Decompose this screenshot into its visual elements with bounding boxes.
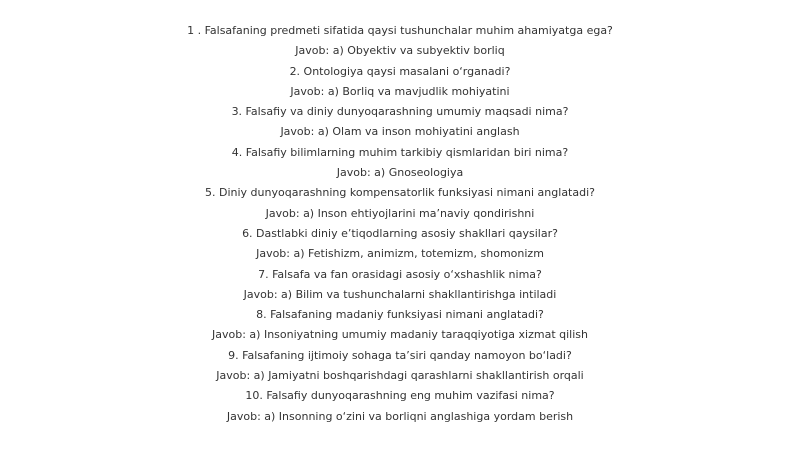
answer-text: Javob: a) Jamiyatni boshqarishdagi qarashlarni shakllantirish orqali: [216, 369, 584, 383]
answer-text: Javob: a) Obyektiv va subyektiv borliq: [295, 44, 505, 58]
question-text: 10. Falsafiy dunyoqarashning eng muhim vazifasi nima?: [245, 389, 555, 403]
answer-text: Javob: a) Insonning o‘zini va borliqni anglashiga yordam berish: [226, 409, 574, 423]
question-text: 5. Diniy dunyoqarashning kompensatorlik funksiyasi nimani anglatadi?: [205, 186, 595, 200]
answer-text: Javob: a) Insoniyatning umumiy madaniy taraqqiyotiga xizmat qilish: [212, 328, 588, 342]
answer-text: Javob: a) Borliq va mavjudlik mohiyatini: [290, 84, 510, 98]
answer-text: Javob: a) Olam va inson mohiyatini anglash: [280, 125, 520, 139]
question-text: 4. Falsafiy bilimlarning muhim tarkibiy qismlaridan biri nima?: [231, 145, 569, 159]
question-text: 1 . Falsafaning predmeti sifatida qaysi tushunchalar muhim ahamiyatga ega?: [187, 24, 613, 37]
question-text: 6. Dastlabki diniy e’tiqodlarning asosiy shakllari qaysilar?: [242, 226, 558, 240]
answer-text: Javob: a) Gnoseologiya: [336, 166, 464, 180]
question-answer-list: [0, 21, 800, 427]
question-text: 8. Falsafaning madaniy funksiyasi nimani anglatadi?: [256, 308, 544, 322]
question-text: 9. Falsafaning ijtimoiy sohaga ta’siri qanday namoyon bo‘ladi?: [228, 348, 572, 362]
question-text: 2. Ontologiya qaysi masalani o‘rganadi?: [289, 64, 511, 78]
question-text: 3. Falsafiy va diniy dunyoqarashning umumiy maqsadi nima?: [231, 105, 569, 119]
answer-text: Javob: a) Inson ehtiyojlarini ma’naviy qondirishni: [265, 206, 535, 220]
answer-text: Javob: a) Bilim va tushunchalarni shakllantirishga intiladi: [243, 287, 557, 301]
question-text: 7. Falsafa va fan orasidagi asosiy o‘xshashlik nima?: [258, 267, 542, 281]
answer-text: Javob: a) Fetishizm, animizm, totemizm, shomonizm: [256, 247, 544, 261]
